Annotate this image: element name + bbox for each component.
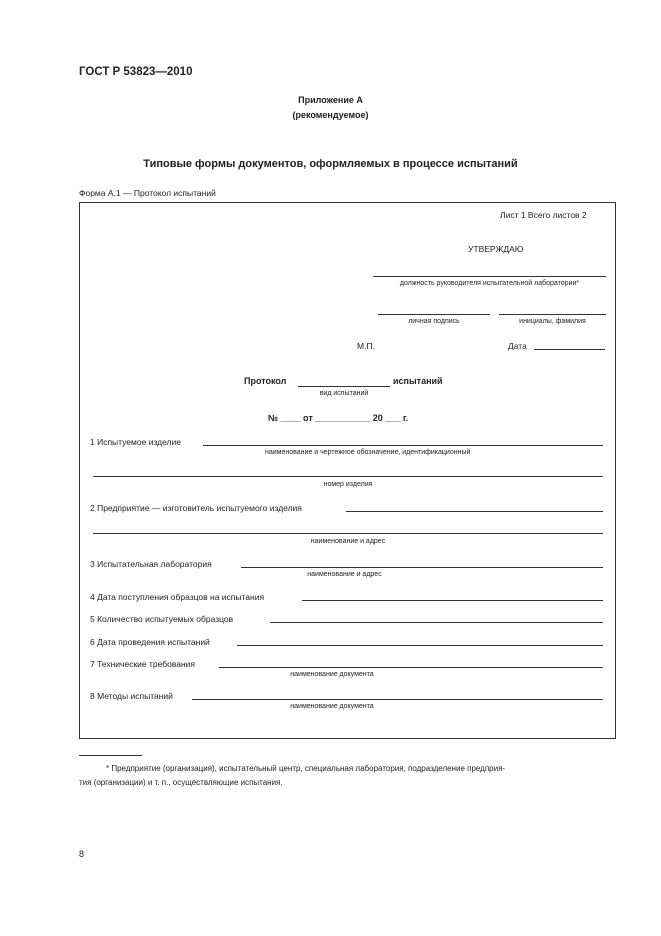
item-7-label: 7 Технические требования (90, 659, 196, 669)
item-2-label: 2 Предприятие — изготовитель испытуемого изделия (90, 503, 302, 513)
item-2b-line (93, 533, 603, 534)
appendix-subtitle: (рекомендуемое) (292, 110, 369, 120)
item-6-line (237, 645, 603, 646)
form-caption: Форма А.1 — Протокол испытаний (79, 188, 216, 198)
stamp-label: М.П. (357, 341, 375, 351)
protocol-kind-line (298, 386, 390, 387)
number-line: № ____ от ___________ 20 ___ г. (268, 413, 409, 423)
position-caption: должность руководителя испытательной лаборатории* (399, 280, 580, 287)
date-label: Дата (508, 341, 527, 351)
item-7-caption: наименование документа (290, 671, 374, 678)
item-3-caption: наименование и адрес (307, 571, 382, 578)
appendix-title: Приложение А (298, 95, 363, 105)
initials-line (499, 314, 606, 315)
item-8-caption: наименование документа (290, 703, 374, 710)
section-title: Типовые формы документов, оформляемых в процессе испытаний (143, 158, 518, 170)
page-number: 8 (79, 849, 85, 859)
signature-caption: личная подпись (408, 318, 460, 325)
footnote-line-2: тия (организации) и т. п., осуществляющие испытания. (79, 778, 283, 787)
item-5-line (270, 622, 603, 623)
item-8-line (192, 699, 603, 700)
item-2b-caption: наименование и адрес (310, 538, 386, 545)
sheet-counter: Лист 1 Всего листов 2 (500, 210, 587, 220)
approve-label: УТВЕРЖДАЮ (468, 244, 524, 254)
signature-line (378, 314, 490, 315)
item-3-line (241, 567, 603, 568)
item-2-line (346, 511, 603, 512)
item-8-label: 8 Методы испытаний (90, 691, 173, 701)
item-1b-line (93, 476, 603, 477)
kind-caption: вид испытаний (319, 390, 369, 397)
item-7-line (219, 667, 603, 668)
item-4-line (302, 600, 603, 601)
protocol-word: Протокол (244, 376, 287, 386)
item-5-label: 5 Количество испытуемых образцов (90, 614, 234, 624)
footnote-line-1: * Предприятие (организация), испытательный центр, специальная лаборатория, подразделение предприя- (106, 764, 506, 773)
item-6-label: 6 Дата проведения испытаний (90, 637, 210, 647)
standard-header: ГОСТ Р 53823—2010 (79, 66, 193, 78)
item-3-label: 3 Испытательная лаборатория (90, 559, 212, 569)
position-line (373, 276, 606, 277)
item-1-caption: наименование и чертежное обозначение, идентификационный (265, 449, 471, 456)
item-4-label: 4 Дата поступления образцов на испытания (90, 592, 265, 602)
tests-word: испытаний (393, 376, 443, 386)
item-1b-caption: номер изделия (323, 481, 373, 488)
footnote-separator (79, 755, 142, 756)
date-line (534, 349, 605, 350)
item-1-line (203, 445, 603, 446)
initials-caption: инициалы, фамилия (519, 318, 586, 325)
item-1-label: 1 Испытуемое изделие (90, 437, 181, 447)
